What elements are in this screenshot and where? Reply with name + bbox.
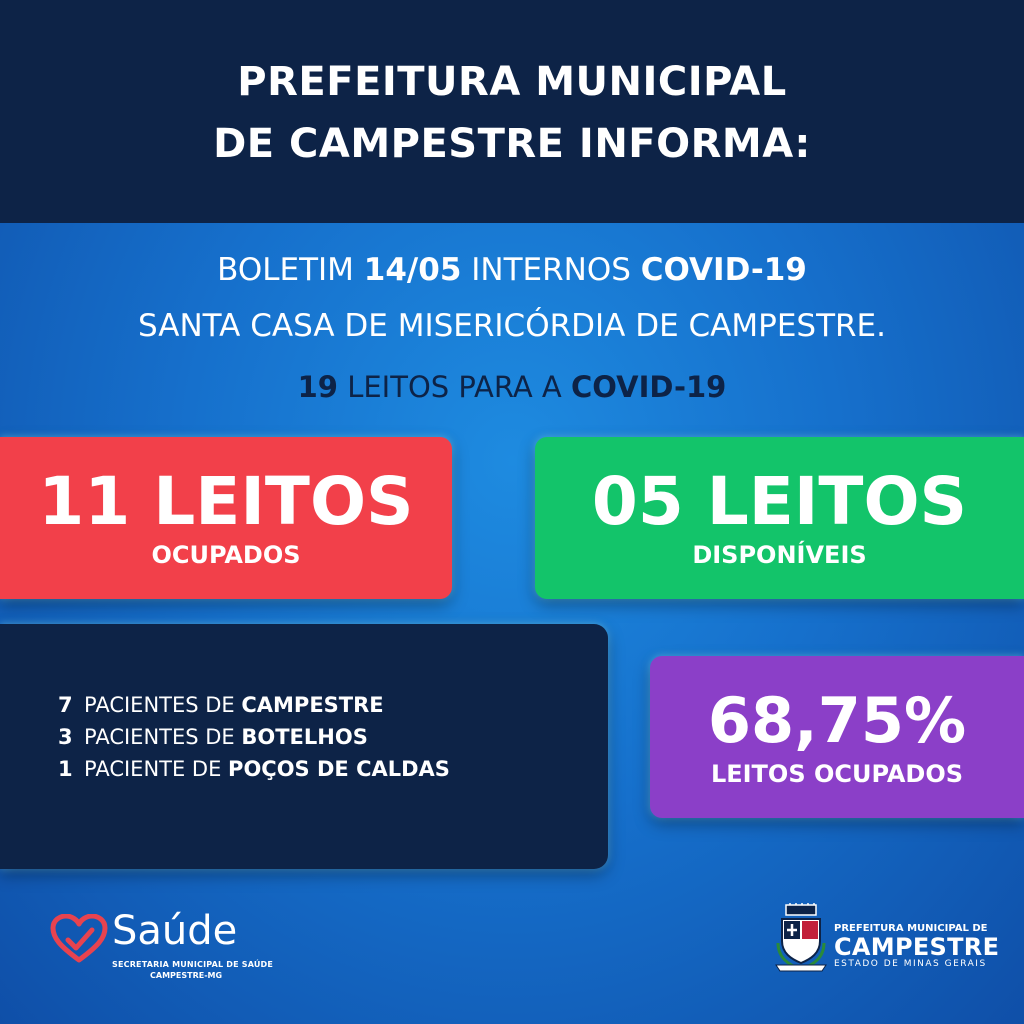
beds-total-number: 19 [297,370,338,404]
bulletin-covid: COVID-19 [640,252,807,288]
bulletin-date: 14/05 [363,252,462,288]
occupancy-rate-label: LEITOS OCUPADOS [710,760,964,788]
occupancy-rate-value: 68,75% [707,684,967,757]
patients-list [58,689,450,785]
occupied-beds-label: OCUPADOS [151,541,301,569]
prefeitura-line1: PREFEITURA MUNICIPAL DE [834,923,988,934]
occupied-beds-count: 11 LEITOS [38,463,414,540]
saude-subtitle: SECRETARIA MUNICIPAL DE SAÚDE [112,960,274,969]
prefeitura-logo [772,903,1000,983]
prefeitura-line2: CAMPESTRE [834,933,1000,961]
header-title-line1: PREFEITURA MUNICIPAL [237,58,787,105]
bulletin-line1 [0,252,1024,288]
beds-total-covid: COVID-19 [570,370,727,404]
municipal-seal-icon [772,903,830,975]
saude-location: CAMPESTRE-MG [150,971,223,980]
bulletin-mid: INTERNOS [461,252,641,288]
list-item: 1 PACIENTE DE POÇOS DE CALDAS [58,757,450,781]
beds-total-text: LEITOS PARA A [337,370,571,404]
available-beds-count: 05 LEITOS [591,463,968,540]
saude-logo [50,908,274,988]
occupancy-rate-card [650,656,1024,818]
bulletin-line2: SANTA CASA DE MISERICÓRDIA DE CAMPESTRE. [138,308,886,344]
occupied-beds-card [0,437,452,599]
list-item: 3 PACIENTES DE BOTELHOS [58,725,368,749]
patients-origin-panel [0,624,608,869]
available-beds-card [535,437,1024,599]
header-banner [0,0,1024,223]
bulletin-line3 [0,370,1024,404]
header-title-line2: DE CAMPESTRE INFORMA: [213,120,811,167]
available-beds-label: DISPONÍVEIS [692,541,867,569]
bulletin-prefix: BOLETIM [217,252,364,288]
prefeitura-line3: ESTADO DE MINAS GERAIS [834,959,987,969]
list-item: 7 PACIENTES DE CAMPESTRE [58,693,384,717]
saude-wordmark: Saúde [112,908,238,954]
heart-icon [50,914,108,964]
